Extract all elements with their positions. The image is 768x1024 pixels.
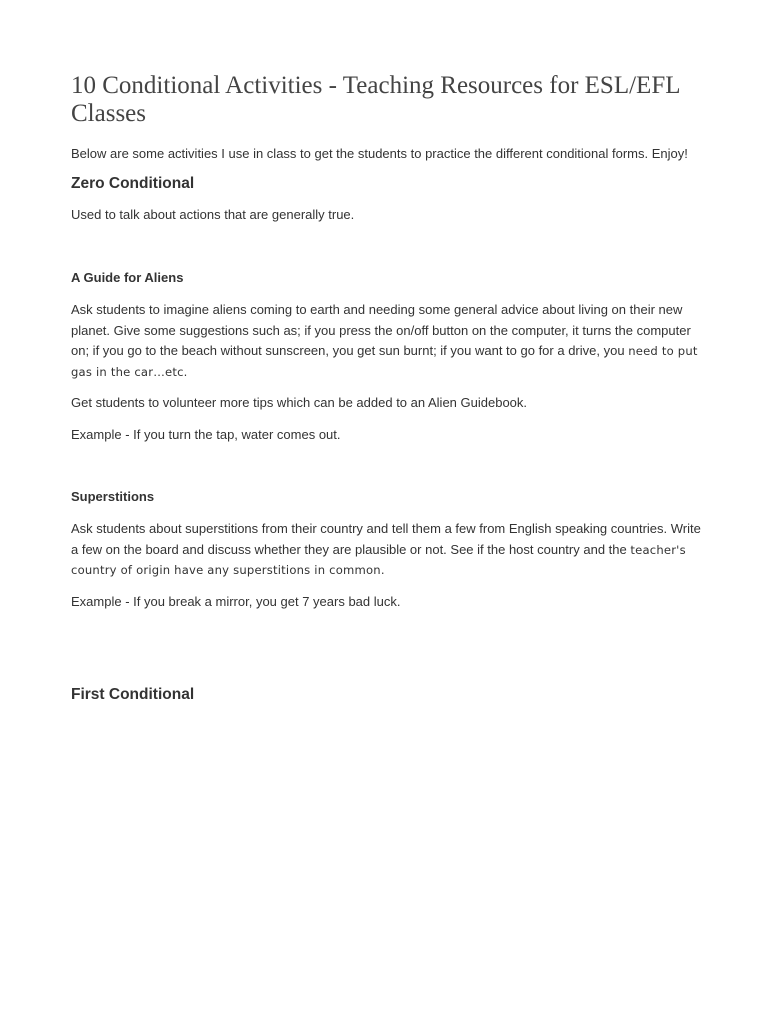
- alien-guidebook-paragraph: Get students to volunteer more tips which can be added to an Alien Guidebook.: [71, 395, 528, 410]
- guide-for-aliens-text: Ask students to imagine aliens coming to earth and needing some general advice about living on their new planet. Give some suggestions such as; if you press the on/off button on the computer, it turns the computer on; if you go to the beach without sunscreen, you get sun burnt; if you want to go for a drive, you: [71, 302, 691, 358]
- superstitions-example: Example - If you break a mirror, you get 7 years bad luck.: [71, 594, 401, 609]
- superstitions-text: Ask students about superstitions from their country and tell them a few from English speaking countries. Write a few on the board and discuss whether they are plausible or not. See if the host country and the: [71, 521, 701, 557]
- superstitions-heading: Superstitions: [71, 489, 155, 504]
- superstitions-paragraph: [71, 519, 707, 581]
- zero-conditional-heading: Zero Conditional: [71, 175, 195, 192]
- page-title: 10 Conditional Activities - Teaching Resources for ESL/EFL Classes: [71, 72, 680, 127]
- alien-example: Example - If you turn the tap, water comes out.: [71, 427, 341, 442]
- guide-for-aliens-paragraph: [71, 300, 707, 382]
- first-conditional-heading: First Conditional: [71, 686, 195, 703]
- intro-paragraph: Below are some activities I use in class to get the students to practice the different conditional forms. Enjoy!: [71, 146, 688, 161]
- superstitions-text-continued: teacher's country of origin have any superstitions in common.: [71, 542, 686, 577]
- zero-conditional-description: Used to talk about actions that are generally true.: [71, 207, 355, 222]
- guide-for-aliens-heading: A Guide for Aliens: [71, 270, 184, 285]
- guide-for-aliens-text-continued: need to put gas in the car…etc.: [71, 344, 698, 379]
